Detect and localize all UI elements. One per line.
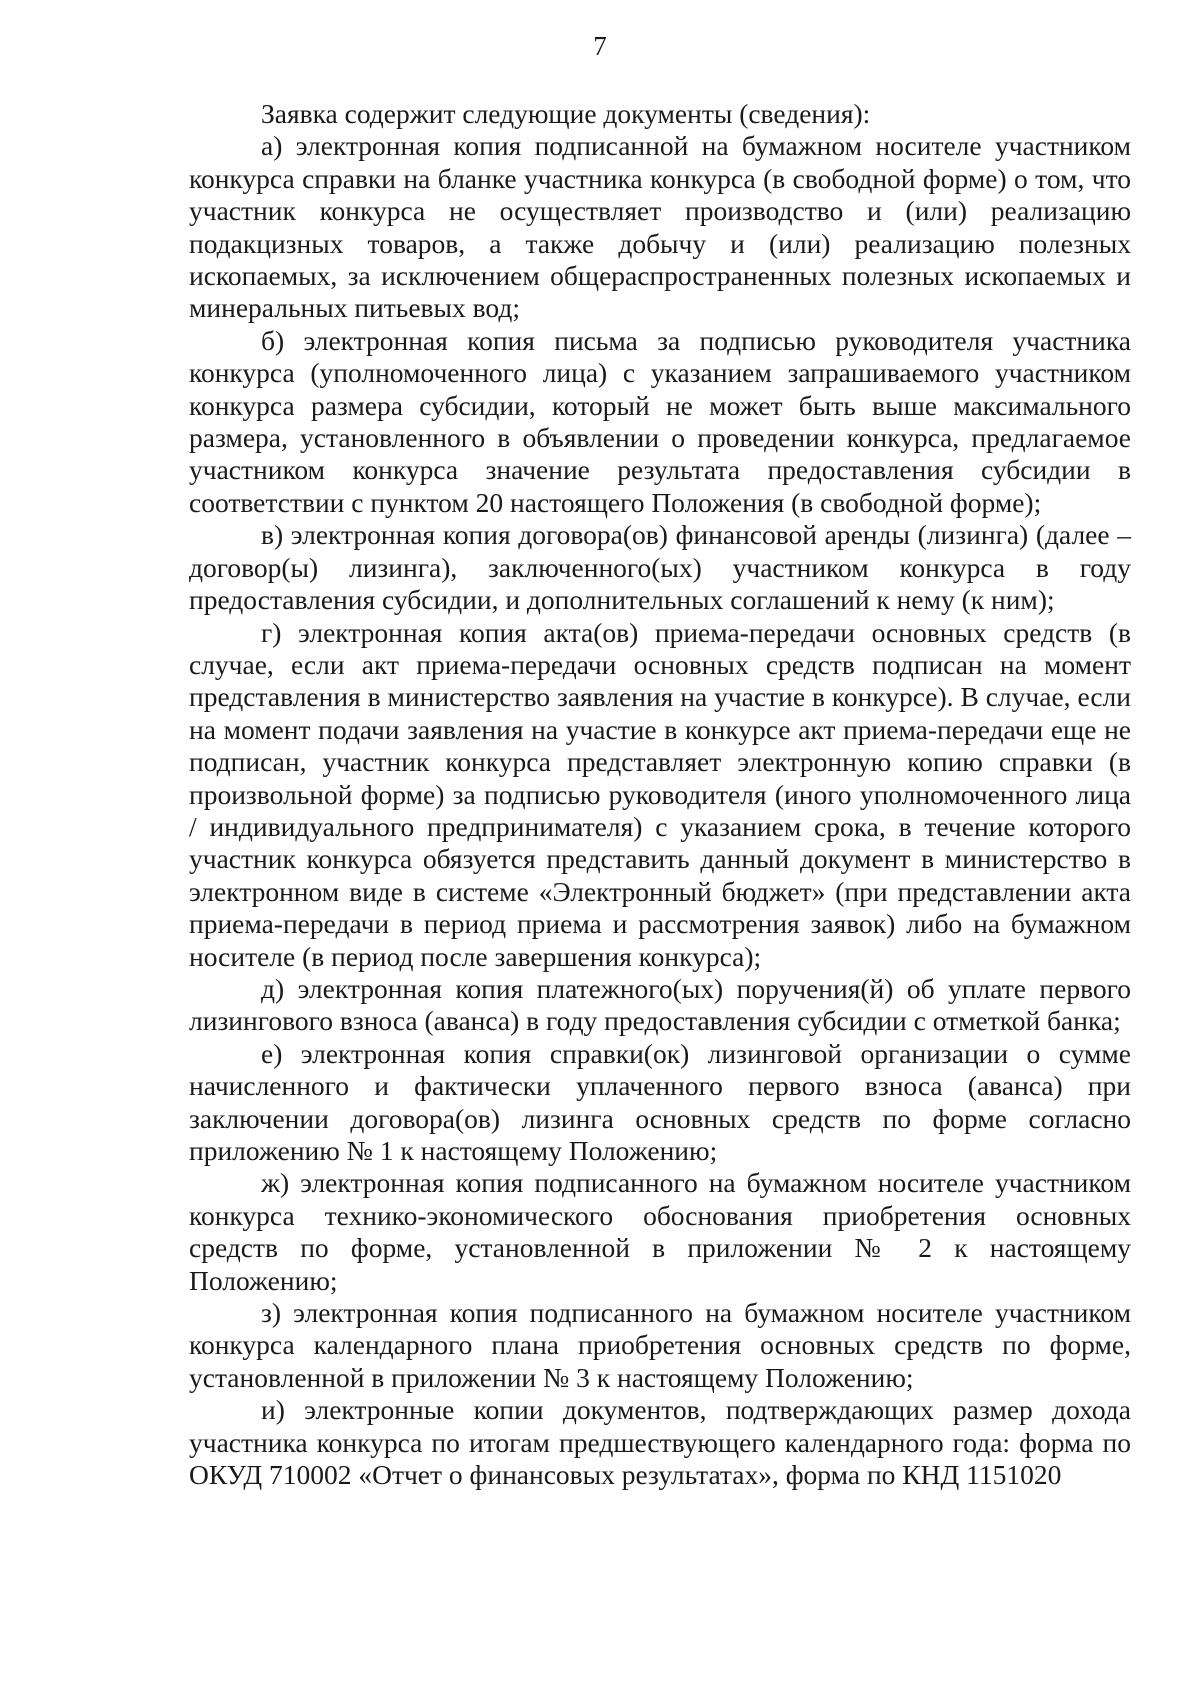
list-item: б) электронная копия письма за подписью руководителя участника конкурса (уполномоченного лица) с указанием запрашиваемого участником конкурса размера субсидии, который не может быть выше максимального размера, установленного в объявлении о проведении конкурса, предлагаемое участником конкурса значение результата предоставления субсидии в соответствии с пунктом 20 настоящего Положения (в свободной форме); [189, 324, 1131, 518]
page-number: 7 [593, 31, 607, 61]
list-item: з) электронная копия подписанного на бумажном носителе участником конкурса календарного плана приобретения основных средств по форме, установленной в приложении № 3 к настоящему Положению; [189, 1297, 1131, 1393]
intro-paragraph: Заявка содержит следующие документы (сведения): [261, 98, 871, 129]
list-item: г) электронная копия акта(ов) приема-передачи основных средств (в случае, если акт приема-передачи основных средств подписан на момент представления в министерство заявления на участие в конкурсе). В случае, если на момент подачи заявления на участие в конкурсе акт приема-передачи еще не подписан, участник конкурса представляет электронную копию справки (в произвольной форме) за подписью руководителя (иного уполномоченного лица / индивидуального предпринимателя) с указанием срока, в течение которого участник конкурса обязуется представить данный документ в министерство в электронном виде в системе «Электронный бюджет» (при представлении акта приема-передачи в период приема и рассмотрения заявок) либо на бумажном носителе (в период после завершения конкурса); [189, 616, 1131, 972]
list-item: е) электронная копия справки(ок) лизинговой организации о сумме начисленного и фактически уплаченного первого взноса (аванса) при заключении договора(ов) лизинга основных средств по форме согласно приложению № 1 к настоящему Положению; [189, 1037, 1131, 1166]
document-body [189, 98, 1131, 1491]
list-item: ж) электронная копия подписанного на бумажном носителе участником конкурса технико-экономического обоснования приобретения основных средств по форме, установленной в приложении № 2 к настоящему Положению; [189, 1167, 1131, 1296]
list-item: в) электронная копия договора(ов) финансовой аренды (лизинга) (далее – договор(ы) лизинга), заключенного(ых) участником конкурса в году предоставления субсидии, и дополнительных соглашений к нему (к ним); [189, 519, 1131, 616]
list-item: а) электронная копия подписанной на бумажном носителе участником конкурса справки на бланке участника конкурса (в свободной форме) о том, что участник конкурса не осуществляет производство и (или) реализацию подакцизных товаров, а также добычу и (или) реализацию полезных ископаемых, за исключением общераспространенных полезных ископаемых и минеральных питьевых вод; [189, 130, 1131, 324]
list-item: д) электронная копия платежного(ых) поручения(й) об уплате первого лизингового взноса (аванса) в году предоставления субсидии с отметкой банка; [189, 972, 1131, 1037]
list-item: и) электронные копии документов, подтверждающих размер дохода участника конкурса по итогам предшествующего календарного года: форма по ОКУД 710002 «Отчет о финансовых результатах», форма по КНД 1151020 [189, 1394, 1131, 1491]
